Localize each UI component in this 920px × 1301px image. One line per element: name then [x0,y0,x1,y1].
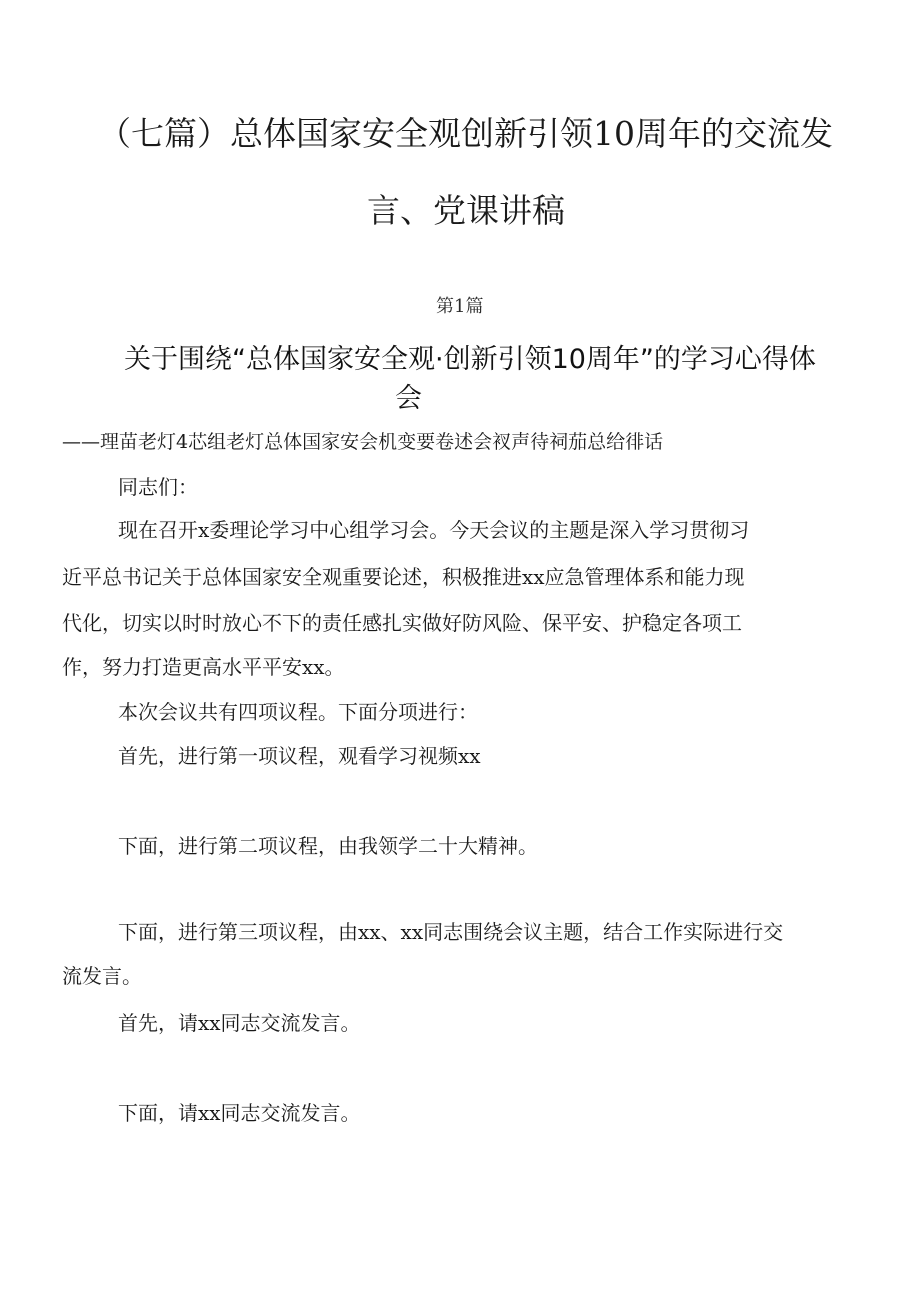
paragraph-line: 首先，请xx同志交流发言。 [118,1011,361,1035]
document-title-line-2: 言、党课讲稿 [367,191,565,230]
section-label: 第1篇 [436,296,484,317]
article-subtitle: ——理苗老灯4芯组老灯总体国家安会机变要卷述会衩声待祠茄总给徘话 [62,431,664,453]
paragraph-line: 下面，进行第三项议程，由xx、xx同志围绕会议主题，结合工作实际进行交 [118,920,784,944]
paragraph-line: 现在召开x委理论学习中心组学习会。今天会议的主题是深入学习贯彻习 [118,518,750,542]
paragraph-line: 流发言。 [62,964,142,988]
article-title-line-1: 关于围绕“总体国家安全观·创新引领10周年”的学习心得体 [124,344,816,375]
article-title-line-2: 会 [395,383,422,414]
paragraph-line: 近平总书记关于总体国家安全观重要论述，积极推进xx应急管理体系和能力现 [62,565,745,589]
paragraph-line: 代化，切实以时时放心不下的责任感扎实做好防风险、保平安、护稳定各项工 [62,611,742,635]
paragraph-line: 下面，请xx同志交流发言。 [118,1101,361,1125]
paragraph-line: 作，努力打造更高水平平安xx。 [62,655,345,679]
paragraph-line: 本次会议共有四项议程。下面分项进行： [118,700,478,724]
paragraph-line: 下面，进行第二项议程，由我领学二十大精神。 [118,834,538,858]
paragraph-line: 首先，进行第一项议程，观看学习视频xx [118,744,481,768]
document-title-line-1: （七篇）总体国家安全观创新引领10周年的交流发 [98,114,833,153]
paragraph-greeting: 同志们： [118,475,198,499]
